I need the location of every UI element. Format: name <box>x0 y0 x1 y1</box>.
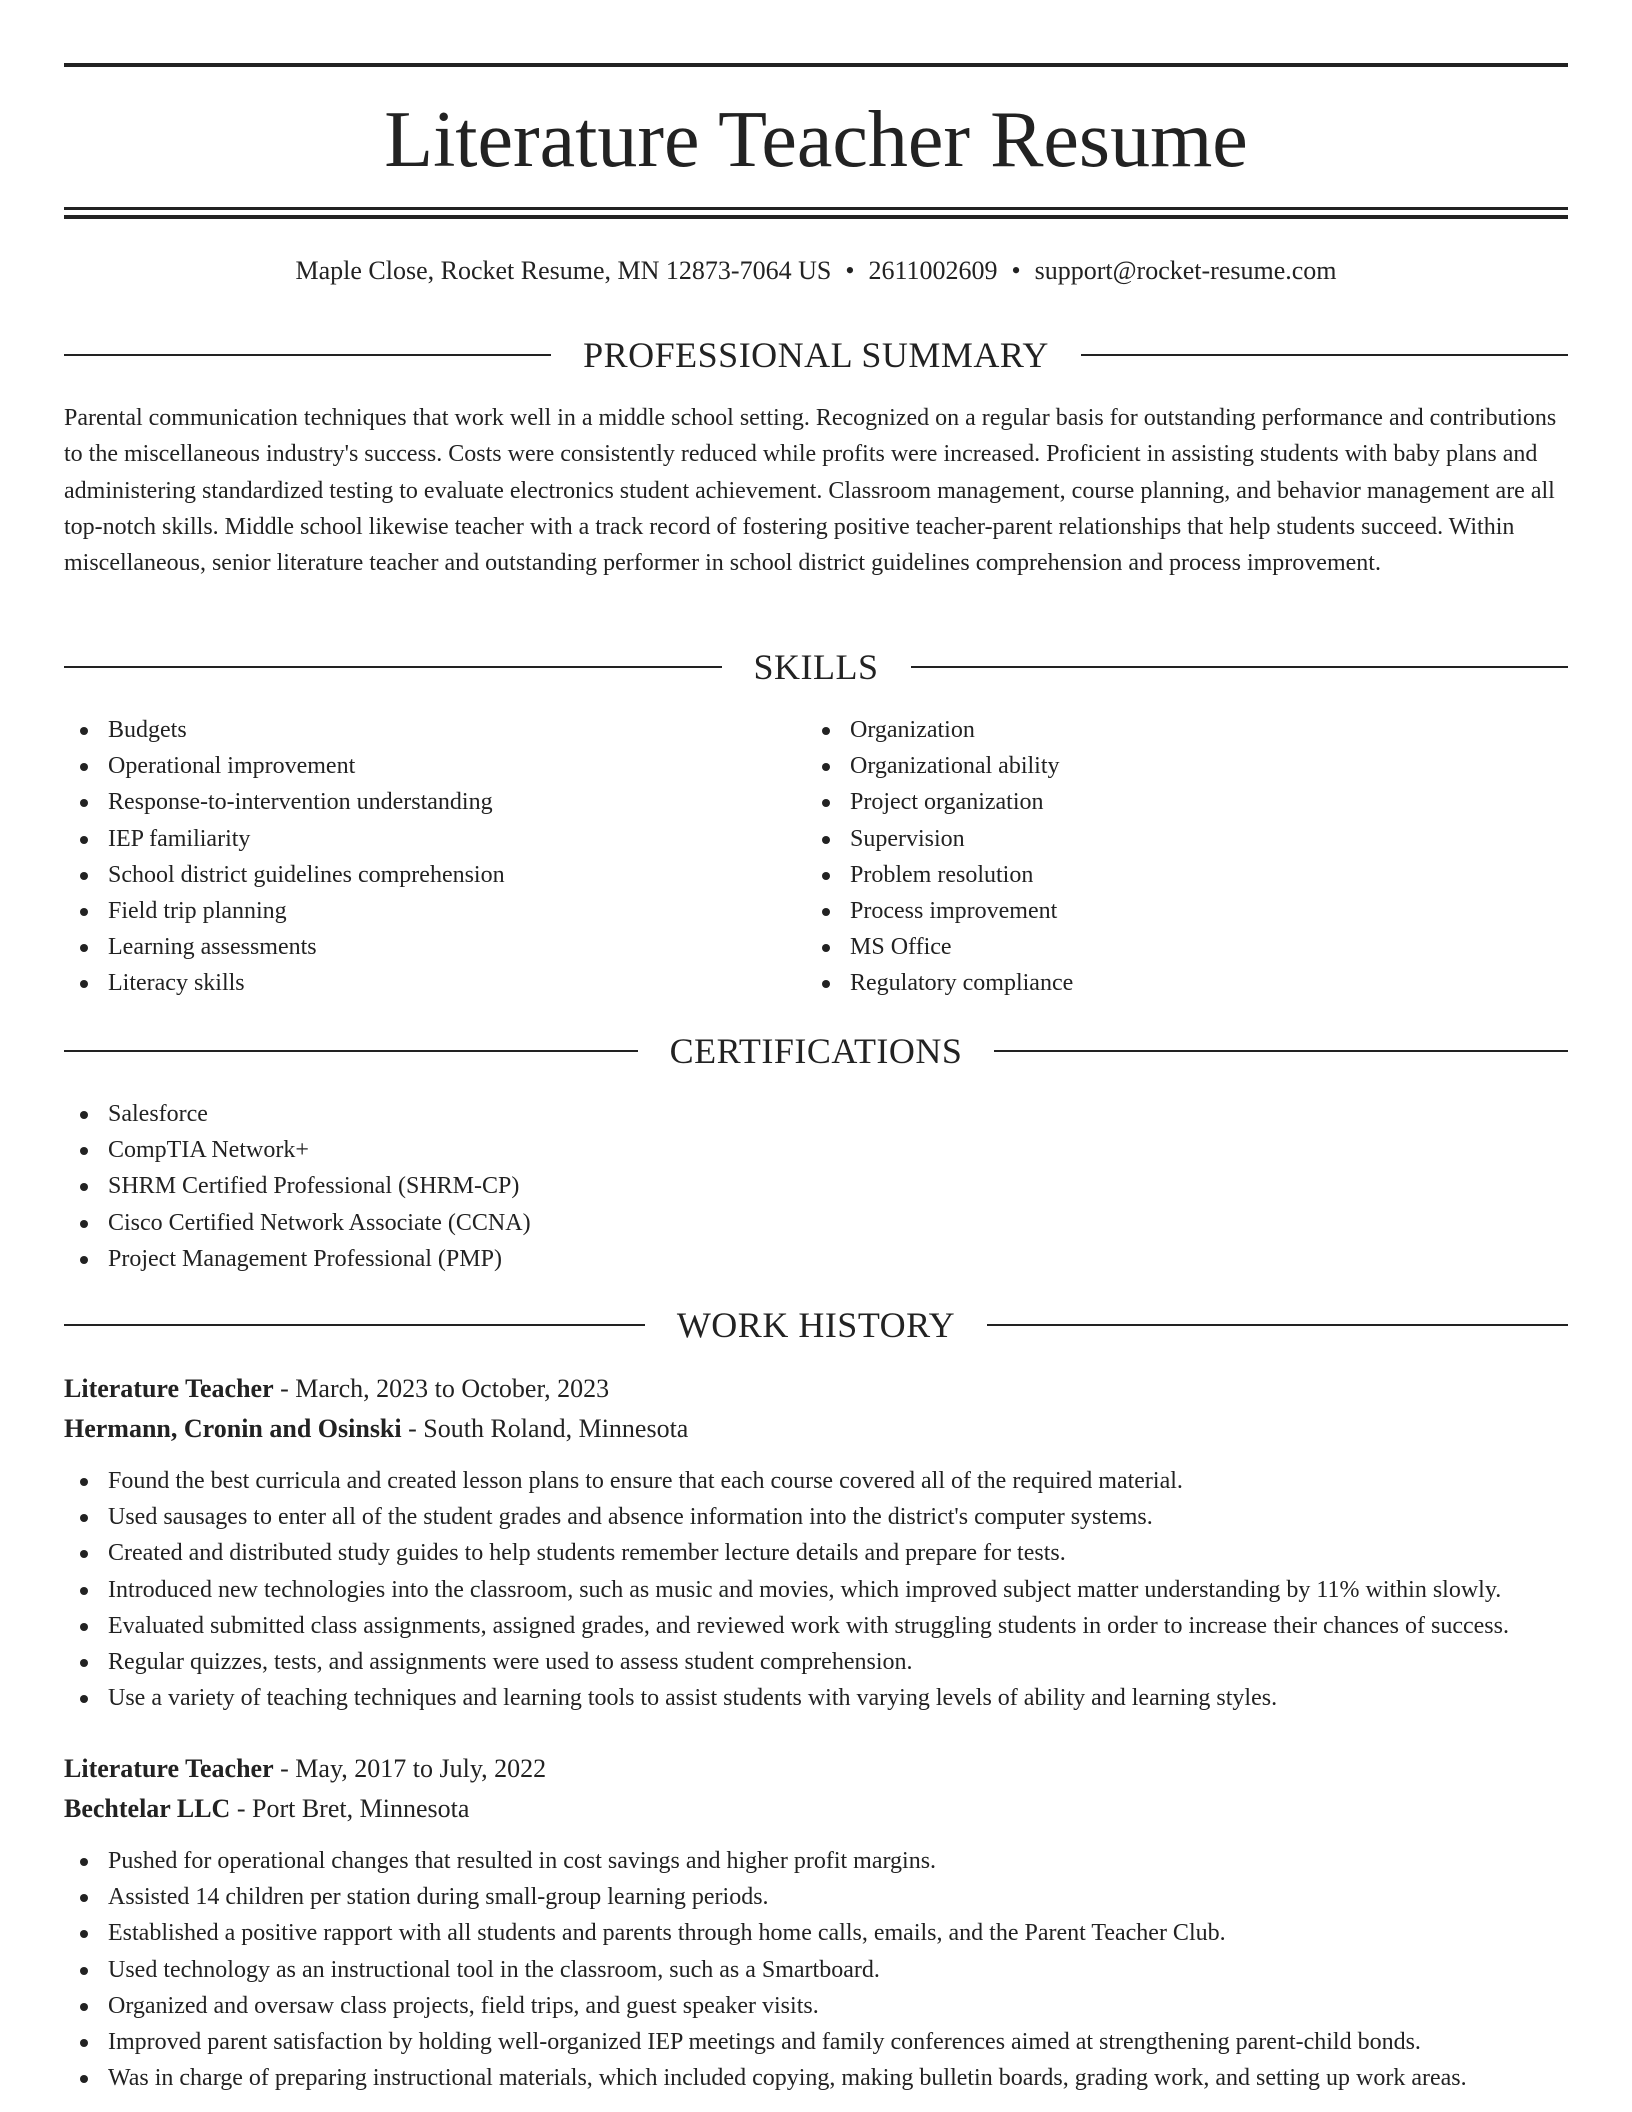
job-title: Literature Teacher <box>64 1374 274 1403</box>
list-item: Used sausages to enter all of the student grades and absence information into the district's computer systems. <box>64 1499 1568 1535</box>
list-item: Problem resolution <box>806 857 1566 893</box>
list-item: Response-to-intervention understanding <box>64 784 804 820</box>
section-title-work-history: WORK HISTORY <box>676 1305 956 1345</box>
section-rule-left <box>64 1050 638 1052</box>
section-rule-right <box>1081 354 1568 356</box>
list-item: Project organization <box>806 784 1566 820</box>
list-item: Was in charge of preparing instructional materials, which included copying, making bulletin boards, grading work, and setting up work areas. <box>64 2060 1568 2096</box>
list-item: CompTIA Network+ <box>64 1132 1568 1168</box>
list-item: Project Management Professional (PMP) <box>64 1241 1568 1277</box>
list-item: Cisco Certified Network Associate (CCNA) <box>64 1205 1568 1241</box>
job-company-line <box>64 1409 1568 1449</box>
resume-title: Literature Teacher Resume <box>384 96 1248 184</box>
section-header-certifications <box>64 1029 1568 1073</box>
header-double-rule-lower <box>64 215 1568 219</box>
list-item: Introduced new technologies into the classroom, such as music and movies, which improved subject matter understanding by 11% within slowly. <box>64 1572 1568 1608</box>
contact-separator: • <box>1011 256 1021 285</box>
list-item: Established a positive rapport with all students and parents through home calls, emails, and the Parent Teacher Club. <box>64 1915 1568 1951</box>
contact-address: Maple Close, Rocket Resume, MN 12873-7064 US <box>295 256 832 285</box>
contact-line <box>64 255 1568 287</box>
section-rule-left <box>64 1324 645 1326</box>
certifications-list <box>64 1096 1568 1277</box>
section-rule-left <box>64 354 551 356</box>
contact-separator: • <box>845 256 855 285</box>
section-header-work-history <box>64 1303 1568 1347</box>
list-item: Supervision <box>806 821 1566 857</box>
section-header-summary <box>64 333 1568 377</box>
contact-email: support@rocket-resume.com <box>1034 256 1337 285</box>
list-item: SHRM Certified Professional (SHRM-CP) <box>64 1168 1568 1204</box>
list-item: Improved parent satisfaction by holding well-organized IEP meetings and family conferences aimed at strengthening parent-child bonds. <box>64 2024 1568 2060</box>
job-title-line <box>64 1369 1568 1409</box>
section-rule-right <box>987 1324 1568 1326</box>
list-item: Operational improvement <box>64 748 804 784</box>
job-title: Literature Teacher <box>64 1754 274 1783</box>
list-item: Regular quizzes, tests, and assignments were used to assess student comprehension. <box>64 1644 1568 1680</box>
header-double-rule-upper <box>64 207 1568 210</box>
list-item: Pushed for operational changes that resulted in cost savings and higher profit margins. <box>64 1843 1568 1879</box>
professional-summary-text: Parental communication techniques that work well in a middle school setting. Recognized on a regular basis for outstanding performance and contributions to the miscellaneous industry's success. Costs were consistently reduced while profits were increased. Proficient in assisting students with baby plans and administering standardized testing to evaluate electronics student achievement. Classroom management, course planning, and behavior management are all top-notch skills. Middle school likewise teacher with a track record of fostering positive teacher-parent relationships that help students succeed. Within miscellaneous, senior literature teacher and outstanding performer in school district guidelines comprehension and process improvement. <box>64 405 1557 577</box>
job-location: - South Roland, Minnesota <box>408 1414 689 1443</box>
list-item: Use a variety of teaching techniques and learning tools to assist students with varying levels of ability and learning styles. <box>64 1680 1568 1716</box>
list-item: Created and distributed study guides to help students remember lecture details and prepare for tests. <box>64 1535 1568 1571</box>
job-dates: - March, 2023 to October, 2023 <box>280 1374 610 1403</box>
list-item: Budgets <box>64 712 804 748</box>
list-item: Process improvement <box>806 893 1566 929</box>
job-company-line <box>64 1789 1568 1829</box>
section-rule-right <box>911 666 1569 668</box>
header-top-rule <box>64 63 1568 67</box>
job-location: - Port Bret, Minnesota <box>236 1794 470 1823</box>
section-header-skills <box>64 645 1568 689</box>
list-item: School district guidelines comprehension <box>64 857 804 893</box>
list-item: IEP familiarity <box>64 821 804 857</box>
contact-phone: 2611002609 <box>868 256 998 285</box>
list-item: Learning assessments <box>64 929 804 965</box>
section-title-certifications: CERTIFICATIONS <box>669 1031 963 1071</box>
job-company: Hermann, Cronin and Osinski <box>64 1414 402 1443</box>
list-item: Assisted 14 children per station during small-group learning periods. <box>64 1879 1568 1915</box>
list-item: Regulatory compliance <box>806 965 1566 1001</box>
job-bullets <box>64 1463 1568 1716</box>
section-rule-left <box>64 666 722 668</box>
job-dates: - May, 2017 to July, 2022 <box>280 1754 547 1783</box>
skills-list-left <box>64 712 804 1002</box>
list-item: Organized and oversaw class projects, field trips, and guest speaker visits. <box>64 1988 1568 2024</box>
job-company: Bechtelar LLC <box>64 1794 231 1823</box>
job-bullets <box>64 1843 1568 2096</box>
list-item: MS Office <box>806 929 1566 965</box>
list-item: Field trip planning <box>64 893 804 929</box>
list-item: Organization <box>806 712 1566 748</box>
job-title-line <box>64 1749 1568 1789</box>
list-item: Salesforce <box>64 1096 1568 1132</box>
list-item: Literacy skills <box>64 965 804 1001</box>
list-item: Organizational ability <box>806 748 1566 784</box>
skills-list-right <box>806 712 1566 1002</box>
list-item: Found the best curricula and created lesson plans to ensure that each course covered all of the required material. <box>64 1463 1568 1499</box>
section-title-skills: SKILLS <box>753 647 879 687</box>
list-item: Evaluated submitted class assignments, assigned grades, and reviewed work with struggling students in order to increase their chances of success. <box>64 1608 1568 1644</box>
list-item: Used technology as an instructional tool in the classroom, such as a Smartboard. <box>64 1952 1568 1988</box>
section-title-summary: PROFESSIONAL SUMMARY <box>583 335 1049 375</box>
section-rule-right <box>994 1050 1568 1052</box>
